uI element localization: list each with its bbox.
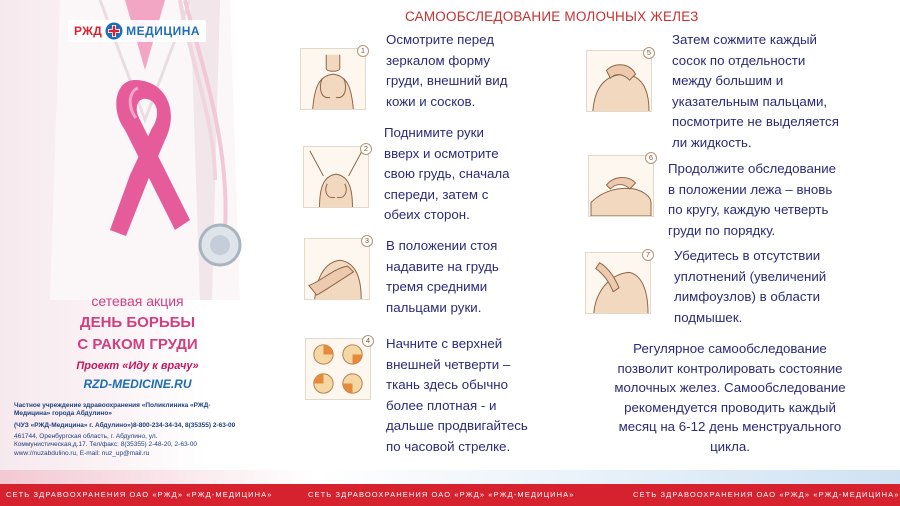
org-name-line2: Медицина» города Абдулино» (14, 410, 112, 418)
footer-network-label: СЕТЬ ЗДРАВООХРАНЕНИЯ ОАО «РЖД» «РЖД-МЕДИЦИНА» (633, 490, 900, 499)
footer-network-label: СЕТЬ ЗДРАВООХРАНЕНИЯ ОАО «РЖД» «РЖД-МЕДИЦИНА» (6, 490, 273, 499)
step-2-text: Поднимите руки вверх и осмотрите свою грудь, сначала спереди, затем с обеих сторон. (384, 125, 510, 222)
poster-action-label: сетевая акция (91, 293, 184, 309)
step-number-badge: 1 (357, 45, 369, 57)
step-4-text: Начните с верхней внешней четверти – ткань здесь обычно более плотная - и дальше продвигайтесь по часовой стрелке. (386, 336, 528, 454)
doctor-with-ribbon-illustration (40, 0, 250, 300)
step-5-text: Затем сожмите каждый сосок по отдельности между большим и указательным пальцами, посмотрите не выделяется ли жидкость. (672, 32, 839, 150)
step-3-text: В положении стоя надавите на грудь тремя средними пальцами руки. (386, 238, 499, 315)
step-number-badge: 2 (360, 143, 372, 155)
logo-text-rzd: РЖД (74, 24, 103, 38)
page-title: САМООБСЛЕДОВАНИЕ МОЛОЧНЫХ ЖЕЛЕЗ (405, 9, 699, 24)
contact-info-phone (14, 422, 275, 430)
contact-info-org (14, 402, 275, 419)
step-4-illustration (305, 338, 371, 400)
step-1-text: Осмотрите перед зеркалом форму груди, внешний вид кожи и сосков. (386, 32, 508, 109)
address-line1: 461744, Оренбургская область, г. Абдулино, ул. (14, 433, 158, 440)
poster-heading-line1: ДЕНЬ БОРЬБЫ (79, 314, 196, 331)
project-name: Проект «Иду к врачу» (76, 360, 199, 372)
step-3-illustration (304, 238, 370, 300)
address-line2: Коммунистическая,д.17. Тел/факс: 8(35355) 2-48-20, 2-63-00 (14, 441, 197, 449)
step-number-badge: 4 (362, 335, 374, 347)
conclusion-text: Регулярное самообследование позволит контролировать состояние молочных желез. Самообследование рекомендуется проводить каждый месяц на 6-12 день менструального цикла. (614, 341, 846, 454)
step-number-badge: 6 (645, 152, 657, 164)
footer-gradient-stripe (0, 470, 900, 484)
web-email-line[interactable]: www://nuzabdulino.ru, E-mail: nuz_up@mail.ru (14, 449, 150, 457)
rzd-medicina-logo (68, 20, 206, 42)
step-1-illustration (300, 48, 366, 110)
contact-info-address (14, 433, 275, 458)
medical-cross-icon (105, 22, 123, 40)
poster-heading-line2: С РАКОМ ГРУДИ (77, 336, 198, 353)
step-number-badge: 7 (642, 249, 654, 261)
step-7-text: Убедитесь в отсутствии уплотнений (увеличений лимфоузлов) в области подмышек. (674, 248, 827, 325)
poster-panel (0, 0, 275, 470)
step-6-text: Продолжите обследование в положении лежа – вновь по кругу, каждую четверть груди по порядку. (668, 161, 837, 238)
org-name-line1: Частное учреждение здравоохранения «Поликлиника «РЖД- (14, 402, 211, 409)
step-7-illustration (585, 252, 651, 314)
logo-text-medicina: МЕДИЦИНА (126, 24, 201, 38)
footer-network-label: СЕТЬ ЗДРАВООХРАНЕНИЯ ОАО «РЖД» «РЖД-МЕДИЦИНА» (308, 490, 575, 499)
org-phone-line: (ЧУЗ «РЖД-Медицина» г. Абдулино»)8-800-234-34-34, 8(35355) 2-63-00 (14, 422, 236, 429)
step-number-badge: 3 (361, 235, 373, 247)
step-number-badge: 5 (643, 47, 655, 59)
website-link[interactable]: RZD-MEDICINE.RU (83, 377, 192, 391)
step-5-illustration (586, 50, 652, 112)
step-6-illustration (588, 155, 654, 217)
step-2-illustration (303, 146, 369, 208)
